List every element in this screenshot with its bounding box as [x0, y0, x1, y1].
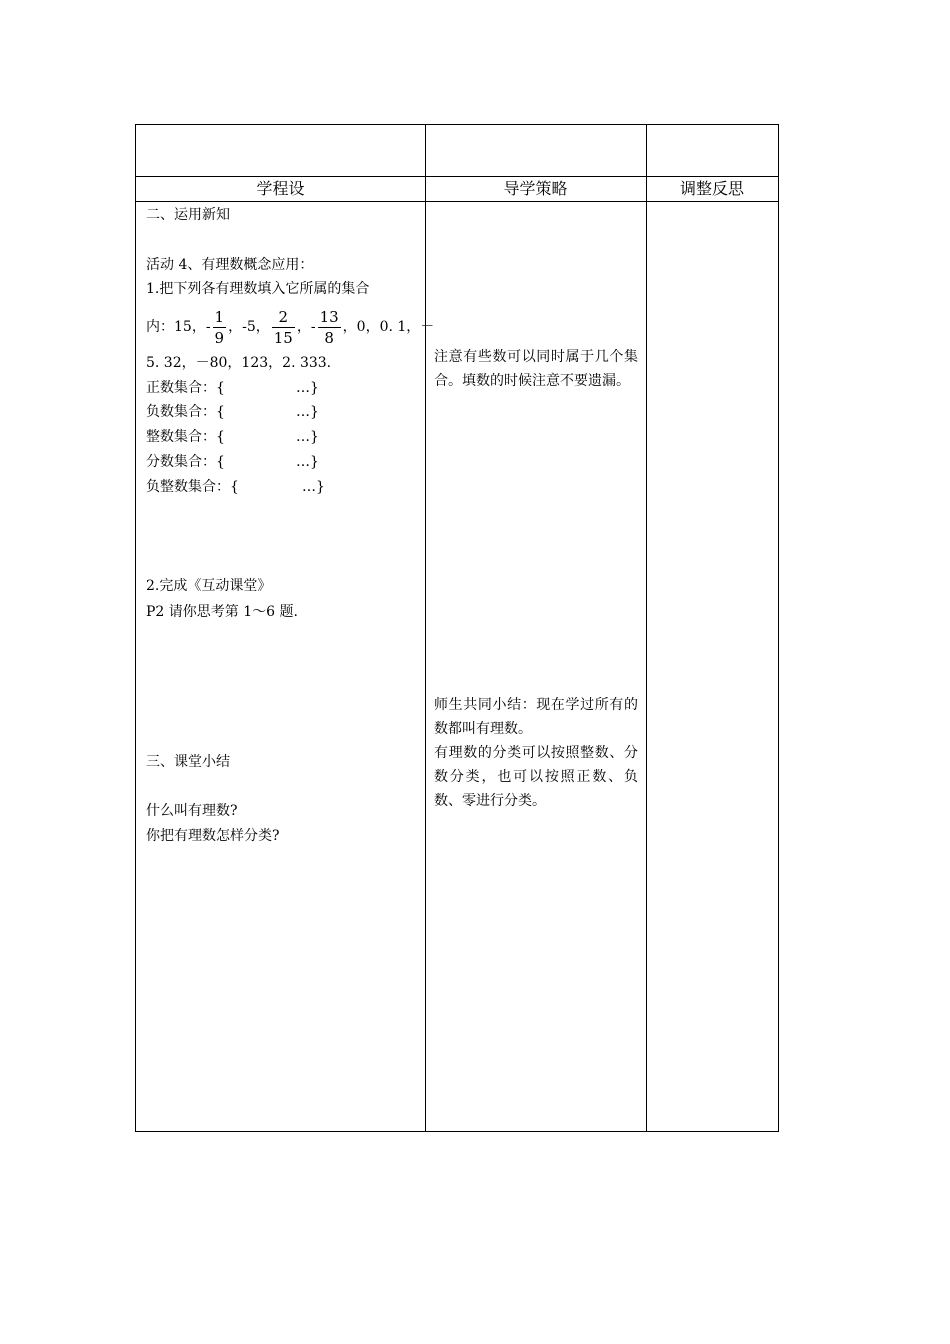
set-open-brace: {	[216, 404, 225, 420]
question-1-line-1: 1.把下列各有理数填入它所属的集合	[146, 281, 370, 297]
column-divider-1	[425, 125, 426, 1131]
question-2-line-2: P2 请你思考第 1～6 题.	[146, 604, 298, 620]
column-divider-2	[646, 125, 647, 1131]
header-col-design: 学程设	[256, 179, 305, 198]
set-close-brace: …}	[302, 479, 325, 495]
fraction-denominator: 15	[273, 328, 293, 347]
header-col-strategy: 导学策略	[503, 179, 568, 198]
fraction-denominator: 8	[324, 328, 334, 347]
question-1-prefix: 内：15，-	[146, 319, 211, 335]
strategy-note-classification: 有理数的分类可以按照整数、分数分类，也可以按照正数、负数、零进行分类。	[434, 745, 638, 809]
set-label: 负整数集合：	[146, 479, 230, 495]
fraction-1-9	[213, 307, 227, 348]
set-close-brace: …}	[296, 404, 319, 420]
question-1-mid-3: ，0，0. 1，－	[342, 319, 435, 335]
summary-question-1: 什么叫有理数?	[146, 803, 238, 819]
set-label: 负数集合：	[146, 404, 216, 420]
set-integer	[146, 427, 319, 447]
set-close-brace: …}	[296, 429, 319, 445]
set-open-brace: {	[216, 380, 225, 396]
set-label: 整数集合：	[146, 429, 216, 445]
section-3-title: 三、课堂小结	[146, 754, 230, 770]
strategy-note-sets: 注意有些数可以同时属于几个集合。填数的时候注意不要遗漏。	[434, 349, 638, 389]
question-1-line-3: 5. 32，－80，123，2. 333.	[146, 355, 332, 371]
set-open-brace: {	[216, 454, 225, 470]
set-close-brace: …}	[296, 380, 319, 396]
set-close-brace: …}	[296, 454, 319, 470]
lesson-table	[135, 124, 779, 1132]
summary-question-2: 你把有理数怎样分类?	[146, 828, 280, 844]
strategy-note-summary: 师生共同小结：现在学过所有的数都叫有理数。	[434, 697, 638, 737]
fraction-13-8	[318, 307, 341, 348]
fraction-numerator: 2	[272, 307, 295, 328]
set-negative	[146, 402, 319, 422]
question-1-mid-1: ，-5，	[228, 319, 270, 335]
set-open-brace: {	[216, 429, 225, 445]
question-1-mid-2: ，-	[296, 319, 316, 335]
question-2-line-1: 2.完成《互动课堂》	[146, 578, 272, 594]
header-bottom-rule	[136, 201, 778, 202]
set-label: 分数集合：	[146, 454, 216, 470]
set-positive	[146, 378, 319, 398]
section-2-title: 二、运用新知	[146, 207, 230, 223]
fraction-numerator: 1	[214, 307, 225, 326]
set-label: 正数集合：	[146, 380, 216, 396]
set-fraction	[146, 452, 319, 472]
activity-4-title: 活动 4、有理数概念应用：	[146, 257, 314, 273]
set-negative-integer	[146, 477, 325, 497]
question-1-number-list	[146, 305, 434, 349]
header-col-reflection: 调整反思	[679, 179, 744, 198]
fraction-numerator: 13	[319, 307, 339, 326]
fraction-2-15	[272, 307, 295, 348]
set-open-brace: {	[230, 479, 239, 495]
fraction-denominator: 9	[214, 328, 225, 347]
